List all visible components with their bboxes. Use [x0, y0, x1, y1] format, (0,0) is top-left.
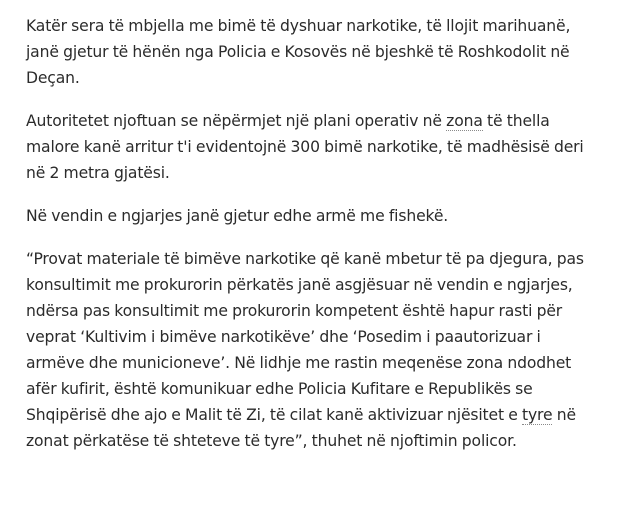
- text-line: [26, 108, 627, 134]
- text-segment: në: [552, 406, 576, 424]
- keyword-link-zona[interactable]: zona: [446, 112, 483, 130]
- text-line: veprat ‘Kultivim i bimëve narkotikëve’ dhe ‘Posedim i paautorizuar i: [26, 328, 541, 346]
- text-line: afër kufirit, është komunikuar edhe Policia Kufitare e Republikës se: [26, 380, 533, 398]
- paragraph-4: [26, 246, 627, 454]
- keyword-link-tyre[interactable]: tyre: [522, 406, 553, 424]
- text-line: zonat përkatëse të shteteve të tyre”, thuhet në njoftimin policor.: [26, 432, 517, 450]
- text-line: konsultimit me prokurorin përkatës janë asgjësuar në vendin e ngjarjes,: [26, 276, 573, 294]
- text-segment: Shqipërisë dhe ajo e Malit të Zi, të cilat kanë aktivizuar njësitet e: [26, 406, 522, 424]
- text-line: [26, 402, 627, 428]
- text-line: armëve dhe municioneve’. Në lidhje me rastin meqenëse zona ndodhet: [26, 354, 572, 372]
- text-line: janë gjetur të hënën nga Policia e Kosovës në bjeshkë të Roshkodolit në: [26, 43, 570, 61]
- text-line: malore kanë arritur t'i evidentojnë 300 bimë narkotike, të madhësisë deri: [26, 138, 584, 156]
- paragraph-1: [26, 13, 627, 91]
- text-line: “Provat materiale të bimëve narkotike që kanë mbetur të pa djegura, pas: [26, 250, 584, 268]
- text-line: Katër sera të mbjella me bimë të dyshuar narkotike, të llojit marihuanë,: [26, 17, 571, 35]
- paragraph-3: [26, 203, 627, 229]
- text-line: Në vendin e ngjarjes janë gjetur edhe armë me fishekë.: [26, 207, 449, 225]
- text-segment: të thella: [482, 112, 550, 130]
- text-line: Deçan.: [26, 69, 80, 87]
- text-segment: Autoritetet njoftuan se nëpërmjet një plani operativ në: [26, 112, 447, 130]
- text-line: në 2 metra gjatësi.: [26, 164, 170, 182]
- paragraph-2: [26, 108, 627, 186]
- text-line: ndërsa pas konsultimit me prokurorin kompetent është hapur rasti për: [26, 302, 563, 320]
